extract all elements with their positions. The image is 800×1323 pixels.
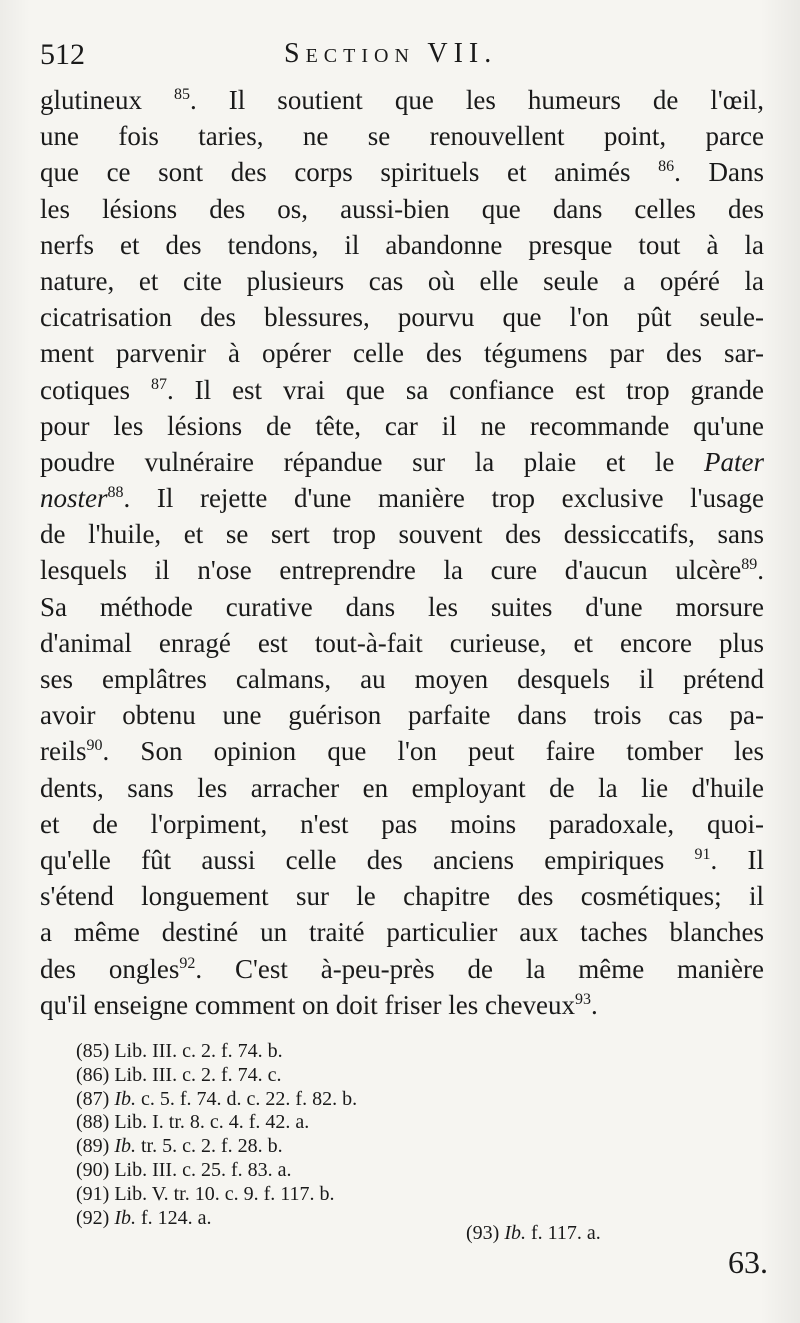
footnote-text: f. 117. a. <box>526 1222 601 1244</box>
footnote-number: (92) <box>76 1206 110 1229</box>
footnote <box>76 1064 716 1088</box>
footnote-number: (86) <box>76 1063 110 1086</box>
line-text: reils <box>40 736 87 767</box>
text-line <box>40 263 764 299</box>
line-text: a même destiné un traité particulier aux taches blanches <box>40 917 764 948</box>
footnote-text: Lib. III. c. 2. f. 74. c. <box>109 1063 282 1086</box>
footnote-number: (90) <box>76 1158 110 1181</box>
line-text: ment parvenir à opérer celle des tégumens par des sar- <box>40 338 764 369</box>
footnote <box>76 1159 716 1183</box>
footnote-ibid: Ib. <box>109 1135 136 1158</box>
line-text: Sa méthode curative dans les suites d'une morsure <box>40 591 764 622</box>
line-text: dents, sans les arracher en employant de la lie d'huile <box>40 772 764 803</box>
line-text: une fois taries, ne se renouvellent point, parce <box>40 121 764 152</box>
footnote-text: Lib. III. c. 2. f. 74. b. <box>109 1040 283 1062</box>
line-text: nerfs et des tendons, il abandonne presque tout à la <box>40 229 764 260</box>
line-text: qu'elle fût aussi celle des anciens empiriques <box>40 844 695 875</box>
footnote-ref: 86 <box>658 158 675 176</box>
signature-mark: 63. <box>728 1244 768 1280</box>
line-text: glutineux <box>40 85 175 115</box>
text-line <box>40 408 764 444</box>
text-line <box>40 987 764 1023</box>
text-line <box>40 806 764 842</box>
italic-text: noster <box>40 483 108 514</box>
line-text: des ongles <box>40 953 180 984</box>
line-text: cicatrisation des blessures, pourvu que l'on pût seule- <box>40 302 764 333</box>
line-text: nature, et cite plusieurs cas où elle seule a opéré la <box>40 265 764 296</box>
line-text: . Son opinion que l'on peut faire tomber les <box>102 736 764 767</box>
line-text: que ce sont des corps spirituels et animés <box>40 157 659 188</box>
text-line <box>40 625 764 661</box>
text-line <box>40 335 764 371</box>
footnote-93 <box>466 1222 601 1245</box>
text-line <box>40 372 764 408</box>
footnote-ref: 85 <box>174 86 191 103</box>
line-text: pour les lésions de tête, car il ne recommande qu'une <box>40 410 764 441</box>
line-text: . Il est vrai que sa confiance est trop grande <box>166 374 764 405</box>
footnote-ref: 87 <box>150 375 167 393</box>
italic-text: Pater <box>704 446 764 477</box>
line-text: . <box>590 989 598 1020</box>
line-text: lesquels il n'ose entreprendre la cure d'aucun ulcère <box>40 555 742 586</box>
footnotes <box>76 1040 716 1230</box>
footnote-text: Lib. I. tr. 8. c. 4. f. 42. a. <box>109 1111 310 1134</box>
line-text: . Dans <box>674 157 764 188</box>
text-line <box>40 697 764 733</box>
text-line <box>40 82 764 118</box>
footnote <box>76 1111 716 1135</box>
line-text: ses emplâtres calmans, au moyen desquels il prétend <box>40 664 764 694</box>
text-line <box>40 154 764 190</box>
text-line <box>40 733 764 769</box>
text-line <box>40 118 764 154</box>
footnote-ref: 88 <box>107 484 124 502</box>
text-line <box>40 480 764 516</box>
main-text <box>40 82 764 1023</box>
text-line <box>40 191 764 227</box>
footnote-number: (87) <box>76 1087 110 1110</box>
line-text: cotiques <box>40 374 151 405</box>
footnote-ibid: Ib. <box>499 1222 526 1244</box>
footnote-ref: 93 <box>574 990 591 1008</box>
page-number: 512 <box>40 38 85 71</box>
text-line <box>40 299 764 335</box>
footnote-text: f. 124. a. <box>136 1206 212 1229</box>
footnote-text: c. 5. f. 74. d. c. 22. f. 82. b. <box>136 1087 358 1110</box>
text-line <box>40 589 764 625</box>
line-text: . C'est à-peu-près de la même manière <box>195 953 764 984</box>
footnote-ref: 90 <box>86 737 103 755</box>
footnote-number: (91) <box>76 1182 110 1205</box>
text-line <box>40 951 764 987</box>
text-line <box>40 661 764 697</box>
footnote-ibid: Ib. <box>109 1087 136 1110</box>
text-line <box>40 444 764 480</box>
line-text: avoir obtenu une guérison parfaite dans trois cas pa- <box>40 700 764 731</box>
footnote-text: Lib. III. c. 25. f. 83. a. <box>109 1158 292 1181</box>
text-line <box>40 842 764 878</box>
line-text: poudre vulnéraire répandue sur la plaie et le <box>40 446 704 477</box>
footnote <box>76 1040 716 1064</box>
text-line <box>40 770 764 806</box>
footnote-number: (85) <box>76 1040 110 1062</box>
footnote-number: (88) <box>76 1111 110 1134</box>
line-text: et de l'orpiment, n'est pas moins paradoxale, quoi- <box>40 808 764 839</box>
page-header <box>40 38 760 78</box>
text-line <box>40 878 764 914</box>
line-text: les lésions des os, aussi-bien que dans celles des <box>40 193 764 224</box>
line-text: . Il <box>710 844 764 875</box>
line-text: de l'huile, et se sert trop souvent des dessiccatifs, sans <box>40 519 764 550</box>
footnote <box>76 1135 716 1159</box>
footnote-text: Lib. V. tr. 10. c. 9. f. 117. b. <box>109 1182 335 1205</box>
footnote-ref: 92 <box>179 954 196 972</box>
footnote-ibid: Ib. <box>109 1206 136 1229</box>
footnote <box>76 1207 716 1231</box>
text-line <box>40 516 764 552</box>
text-line <box>40 552 764 588</box>
footnote-number: (93) <box>466 1222 500 1244</box>
footnote <box>76 1088 716 1112</box>
text-line <box>40 227 764 263</box>
line-text: . Il soutient que les humeurs de l'œil, <box>190 85 764 115</box>
footnote-ref: 91 <box>694 845 711 863</box>
line-text: d'animal enragé est tout-à-fait curieuse, et encore plus <box>40 627 764 658</box>
text-line <box>40 914 764 950</box>
footnote-text: tr. 5. c. 2. f. 28. b. <box>136 1135 283 1158</box>
line-text: qu'il enseigne comment on doit friser les cheveux <box>40 989 575 1020</box>
line-text: . Il rejette d'une manière trop exclusive l'usage <box>123 483 764 514</box>
footnote <box>76 1183 716 1207</box>
running-head: Section VII. <box>284 38 498 69</box>
footnote-ref: 89 <box>741 556 758 574</box>
line-text: . <box>757 555 764 586</box>
line-text: s'étend longuement sur le chapitre des cosmétiques; il <box>40 881 764 912</box>
footnote-number: (89) <box>76 1135 110 1158</box>
